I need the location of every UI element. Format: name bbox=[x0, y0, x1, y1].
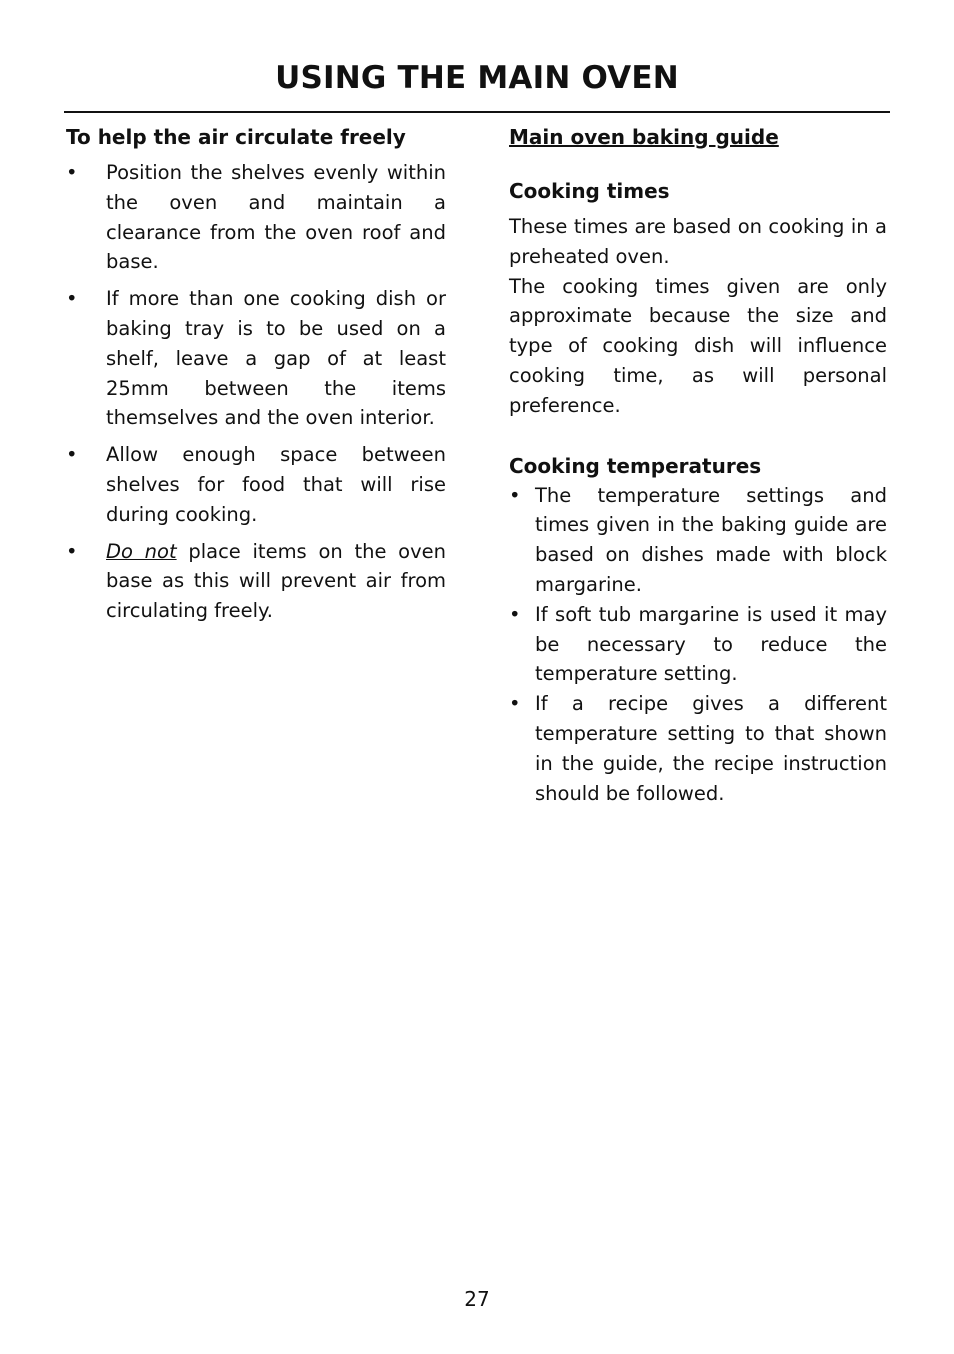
baking-guide-heading: Main oven baking guide bbox=[509, 125, 779, 149]
list-item-text: Allow enough space between shelves for food that will rise during cooking. bbox=[106, 443, 446, 526]
cooking-times-heading: Cooking times bbox=[509, 179, 670, 203]
air-circulation-heading: To help the air circulate freely bbox=[66, 125, 406, 149]
list-item bbox=[509, 600, 887, 689]
bullet-icon: • bbox=[66, 161, 78, 184]
bullet-icon: • bbox=[509, 483, 521, 507]
list-item-text: place items on the oven base as this will prevent air from circulating freely. bbox=[106, 539, 446, 623]
bullet-icon: • bbox=[66, 287, 78, 311]
page-title: USING THE MAIN OVEN bbox=[275, 60, 679, 96]
list-item bbox=[66, 440, 446, 529]
cooking-times-paragraph-2: The cooking times given are only approximate because the size and type of cooking dish will influence cooking time, as will personal preference. bbox=[509, 274, 887, 417]
cooking-temperatures-heading: Cooking temperatures bbox=[509, 453, 762, 478]
bullet-icon: • bbox=[66, 539, 78, 563]
page-number: 27 bbox=[464, 1287, 490, 1311]
list-item bbox=[66, 284, 446, 433]
list-item bbox=[509, 481, 887, 600]
list-item bbox=[66, 537, 446, 626]
title-divider bbox=[64, 111, 890, 113]
air-circulation-list bbox=[66, 158, 446, 626]
list-item bbox=[509, 689, 887, 808]
cooking-times-paragraph-1: These times are based on cooking in a preheated oven. bbox=[509, 215, 887, 268]
bullet-icon: • bbox=[509, 692, 521, 716]
bullet-icon: • bbox=[66, 443, 78, 467]
bullet-icon: • bbox=[509, 602, 521, 626]
list-item-text: Position the shelves evenly within the oven and maintain a clearance from the oven roof and base. bbox=[106, 161, 446, 274]
cooking-temperatures-list bbox=[509, 481, 887, 809]
list-item-text: If soft tub margarine is used it may be necessary to reduce the temperature setting. bbox=[535, 602, 887, 686]
list-item bbox=[66, 158, 446, 277]
list-item-text: If a recipe gives a different temperature setting to that shown in the guide, the recipe instruction should be followed. bbox=[535, 692, 887, 805]
emphasis-text: Do not bbox=[106, 539, 177, 563]
list-item-text: If more than one cooking dish or baking tray is to be used on a shelf, leave a gap of at least 25mm between the items themselves and the oven interior. bbox=[106, 287, 446, 430]
list-item-text: The temperature settings and times given in the baking guide are based on dishes made with block margarine. bbox=[535, 483, 887, 596]
left-column bbox=[66, 122, 446, 633]
right-column bbox=[509, 122, 887, 808]
